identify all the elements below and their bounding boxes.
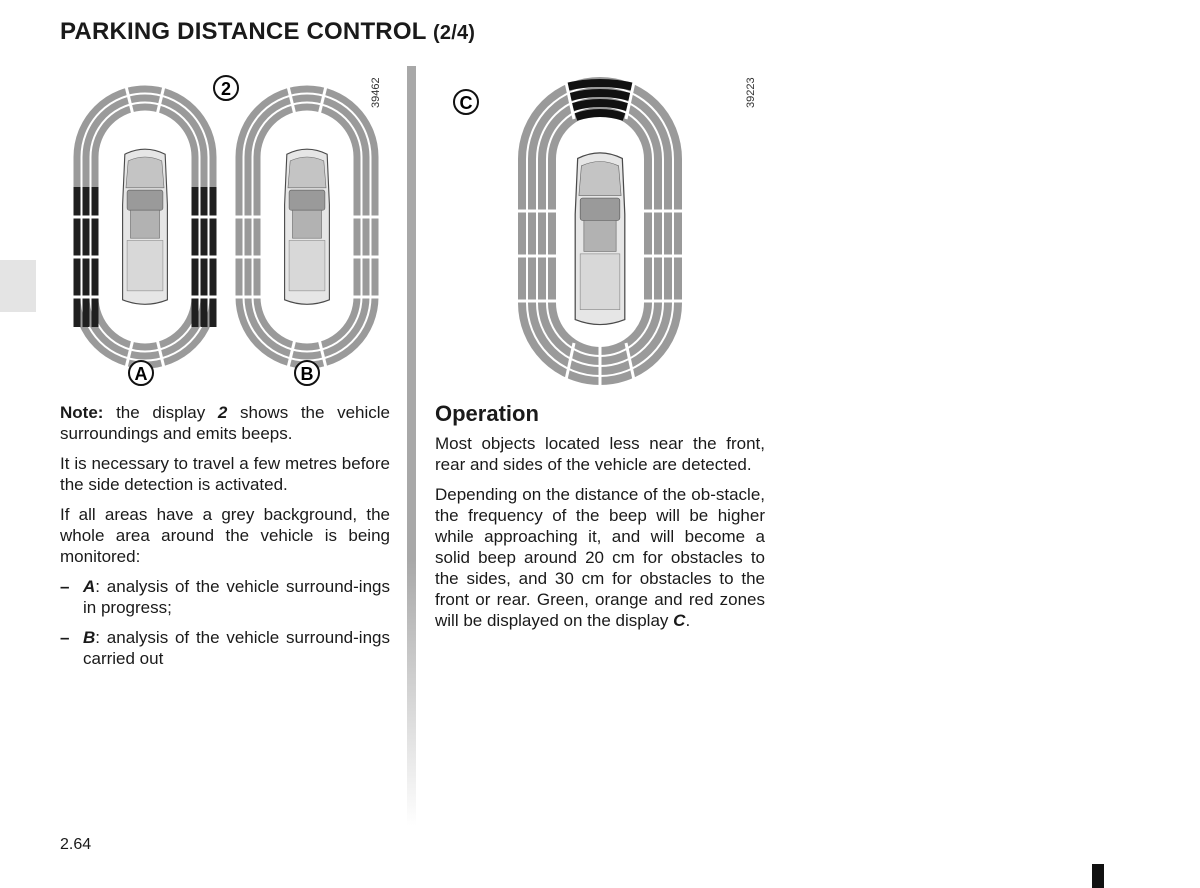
paragraph-objects-detected: Most objects located less near the front, rear and sides of the vehicle are detected.: [435, 434, 765, 474]
list-item-b: [60, 627, 390, 669]
display-c-ref: C: [673, 611, 686, 630]
figure-code-right: 39223: [745, 77, 757, 108]
note-label: Note:: [60, 403, 104, 422]
page-title-text: PARKING DISTANCE CONTROL: [60, 18, 427, 45]
paragraph-beep-frequency: [435, 484, 765, 631]
list-key-b: B: [83, 628, 96, 647]
svg-text:A: A: [134, 364, 148, 384]
display-b: [232, 82, 382, 372]
list-dash: –: [60, 628, 70, 647]
list-item-a: [60, 576, 390, 618]
note-text-2: shows the vehicle surroundings and emits beeps.: [60, 403, 390, 443]
note-text-1: the display: [103, 403, 218, 422]
list-text-a: : analysis of the vehicle surround-ings in progress;: [83, 577, 390, 617]
figure-code-left: 39462: [370, 77, 382, 108]
list-dash: –: [60, 577, 70, 596]
beep-frequency-end: .: [685, 611, 691, 630]
callout-a: [129, 361, 153, 385]
list-key-a: A: [83, 577, 96, 596]
page-part: (2/4): [433, 22, 476, 44]
note-paragraph: [60, 402, 390, 444]
note-ref: 2: [217, 403, 228, 422]
figure-display-c-svg: [435, 66, 765, 396]
svg-text:2: 2: [220, 79, 232, 99]
section-tab: [0, 260, 36, 312]
figure-display-a-b: [60, 66, 390, 390]
callout-c: [454, 90, 478, 114]
svg-text:B: B: [300, 364, 314, 384]
corner-mark: [1092, 864, 1104, 888]
column-divider: [407, 66, 416, 826]
beep-frequency-text: Depending on the distance of the ob-stacle, the frequency of the beep will be higher while approaching it, and will become a solid beep around 20 cm for obstacles to the sides, and 30 cm for obstacles to the front or rear. Green, orange and red zones will be displayed on the display: [435, 485, 765, 630]
callout-2: [214, 76, 238, 100]
callout-b: [295, 361, 319, 385]
svg-text:C: C: [459, 93, 473, 113]
display-a: [70, 82, 220, 372]
right-text-column: [435, 400, 765, 640]
section-heading-operation: Operation: [435, 401, 539, 426]
page-number: 2.64: [60, 836, 92, 853]
paragraph-side-detection: It is necessary to travel a few metres before the side detection is activated.: [60, 454, 390, 494]
list-text-b: : analysis of the vehicle surround-ings carried out: [83, 628, 390, 668]
figure-display-a-b-svg: [60, 66, 390, 390]
paragraph-grey-background: If all areas have a grey background, the whole area around the vehicle is being monitored:: [60, 505, 390, 566]
figure-display-c: [435, 66, 765, 396]
left-text-column: [60, 402, 390, 678]
page-title: [60, 18, 475, 46]
display-c: [514, 73, 686, 389]
